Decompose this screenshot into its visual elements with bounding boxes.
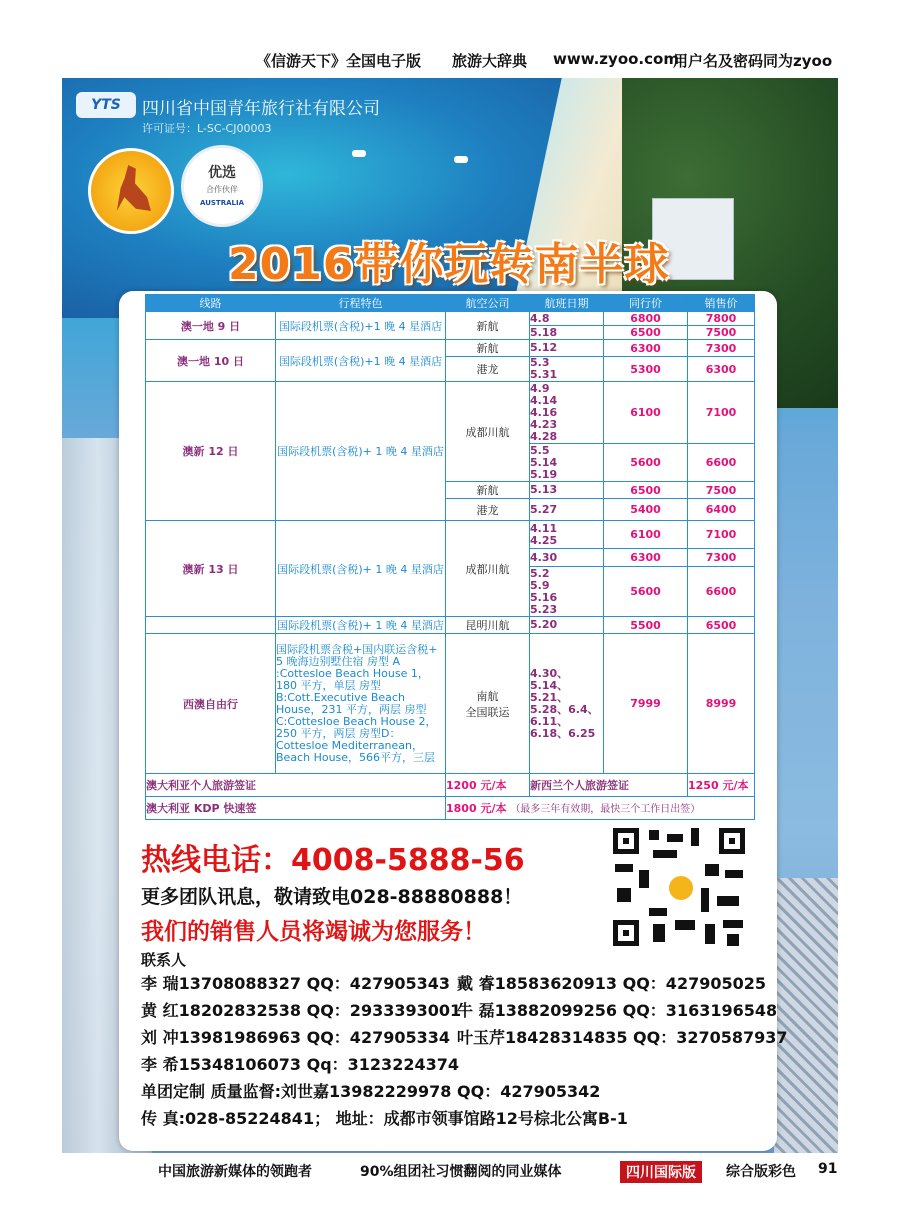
qr-module — [653, 850, 677, 858]
airline-connect: 全国联运 — [465, 705, 510, 719]
retail-price: 7300 — [688, 549, 755, 567]
license-number: 许可证号：L-SC-CJ00003 — [142, 122, 272, 135]
retail-price: 8999 — [688, 634, 755, 774]
airline-name: 南航 — [476, 689, 499, 703]
yts-logo: YTS — [76, 92, 136, 118]
feature-cell: 国际段机票(含税)+1 晚 4 星酒店 — [276, 312, 446, 340]
date-cell: 5.27 — [530, 499, 604, 521]
section-label: 综合版彩色 — [726, 1164, 796, 1180]
visa-price: 1200 元/本 — [446, 774, 530, 797]
preferred-partner-badge — [184, 148, 260, 224]
qr-module — [705, 924, 715, 944]
trade-price: 6100 — [604, 382, 688, 444]
retail-price: 6400 — [688, 499, 755, 521]
qr-module — [691, 828, 699, 846]
advert-poster — [62, 78, 838, 1153]
trade-price: 6300 — [604, 549, 688, 567]
trade-price: 7999 — [604, 634, 688, 774]
trade-price: 5500 — [604, 617, 688, 634]
contact-label: 联系人 — [141, 951, 187, 969]
retail-price: 6600 — [688, 444, 755, 482]
retail-price: 7500 — [688, 326, 755, 340]
qr-module — [649, 908, 667, 916]
qr-finder — [613, 828, 639, 854]
qr-module — [705, 864, 719, 876]
qr-module — [667, 834, 683, 842]
contact-line: 李 瑞13708088327 QQ：427905343 — [141, 974, 451, 993]
visa-label: 澳大利亚 KDP 快速签 — [146, 797, 446, 820]
date-cell: 4.11 4.25 — [530, 521, 604, 549]
table-header-row — [146, 295, 755, 312]
qr-module — [701, 888, 709, 912]
visa-price: 1250 元/本 — [688, 774, 755, 797]
col-route: 线路 — [146, 295, 276, 312]
edition-badge: 四川国际版 — [620, 1161, 702, 1183]
retail-price: 6600 — [688, 567, 755, 617]
feature-cell: 国际段机票含税+国内联运含税+ 5 晚海边别墅住宿 房型 A :Cottesloe Beach House 1，180 平方，单层 房型 B:Cott.Executive Beach House，231 平方，两层 房型 C:Cottesloe Beach House 2， 250 平方，两层 房型D：Cottesloe Mediterranean，Beach House，566平方，三层 — [276, 634, 446, 774]
route-cell: 西澳自由行 — [146, 634, 276, 774]
qr-center-logo — [667, 874, 695, 902]
company-name: 四川省中国青年旅行社有限公司 — [142, 99, 380, 119]
page-number: 91 — [818, 1161, 838, 1177]
date-cell: 5.12 — [530, 340, 604, 357]
trade-price: 6300 — [604, 340, 688, 357]
dictionary-label: 旅游大辞典 — [452, 52, 528, 70]
qr-module — [653, 924, 665, 942]
col-airline: 航空公司 — [446, 295, 530, 312]
trade-price: 5300 — [604, 357, 688, 382]
visa-price-cell — [446, 797, 755, 820]
airline-cell — [446, 634, 530, 774]
airline-cell: 新航 — [446, 340, 530, 357]
col-feature: 行程特色 — [276, 295, 446, 312]
qr-finder — [613, 920, 639, 946]
table-row — [146, 521, 755, 549]
headline: 2016带你玩转南半球 — [228, 239, 670, 290]
qr-module — [649, 830, 659, 840]
contact-line: 戴 睿18583620913 QQ：427905025 — [457, 974, 767, 993]
hotline[interactable]: 热线电话：4008-5888-56 — [141, 843, 525, 878]
contact-line: 单团定制 质量监督:刘世嘉13982229978 QQ：427905342 — [141, 1082, 601, 1101]
sunshine-kangaroo-logo — [88, 148, 174, 234]
date-cell: 5.13 — [530, 482, 604, 499]
feature-cell: 国际段机票(含税)+1 晚 4 星酒店 — [276, 340, 446, 382]
visa-row — [146, 774, 755, 797]
boat-icon — [454, 156, 468, 163]
date-cell: 5.5 5.14 5.19 — [530, 444, 604, 482]
date-cell: 5.20 — [530, 617, 604, 634]
site-url[interactable]: www.zyoo.com — [553, 50, 679, 68]
price-card — [119, 291, 788, 1151]
contact-line: 叶玉芹18428314835 QQ：3270587937 — [457, 1028, 788, 1047]
visa-label: 澳大利亚个人旅游签证 — [146, 774, 446, 797]
date-cell: 4.30 — [530, 549, 604, 567]
footer-slogan: 中国旅游新媒体的领跑者 — [158, 1164, 312, 1180]
date-cell: 5.18 — [530, 326, 604, 340]
table-row — [146, 340, 755, 357]
airline-cell: 港龙 — [446, 357, 530, 382]
partner-sub: 合作伙伴 — [206, 185, 238, 194]
qr-finder — [719, 828, 745, 854]
visa-label: 新西兰个人旅游签证 — [530, 774, 688, 797]
group-info-line: 更多团队讯息，敬请致电028-88880888！ — [141, 886, 523, 908]
airline-cell: 新航 — [446, 312, 530, 340]
airline-cell: 港龙 — [446, 499, 530, 521]
top-header — [0, 44, 900, 78]
australia-brand: AUSTRALIA — [200, 199, 244, 207]
service-slogan: 我们的销售人员将竭诚为您服务！ — [141, 919, 486, 945]
table-row — [146, 634, 755, 774]
airline-cell: 新航 — [446, 482, 530, 499]
date-cell: 4.30、5.14、5.21、5.28、6.4、6.11、6.18、6.25 — [530, 634, 604, 774]
route-cell: 澳一地 9 日 — [146, 312, 276, 340]
table-row — [146, 382, 755, 444]
visa-row — [146, 797, 755, 820]
trade-price: 6500 — [604, 326, 688, 340]
trade-price: 6500 — [604, 482, 688, 499]
qr-module — [725, 870, 743, 878]
qr-module — [617, 888, 631, 902]
route-cell — [146, 617, 276, 634]
contact-line: 刘 冲13981986963 QQ：427905334 — [141, 1028, 451, 1047]
qr-module — [727, 934, 739, 946]
airline-cell: 昆明川航 — [446, 617, 530, 634]
trade-price: 5400 — [604, 499, 688, 521]
trade-price: 5600 — [604, 567, 688, 617]
col-date: 航班日期 — [530, 295, 604, 312]
route-cell: 澳新 12 日 — [146, 382, 276, 521]
date-cell: 4.9 4.14 4.16 4.23 4.28 — [530, 382, 604, 444]
trade-price: 5600 — [604, 444, 688, 482]
route-cell: 澳一地 10 日 — [146, 340, 276, 382]
date-cell: 5.2 5.9 5.16 5.23 — [530, 567, 604, 617]
contact-line: 传 真:028-85224841； 地址：成都市领事馆路12号棕北公寓B-1 — [141, 1109, 628, 1128]
feature-cell: 国际段机票(含税)+ 1 晚 4 星酒店 — [276, 382, 446, 521]
table-row — [146, 312, 755, 326]
col-retail-price: 销售价 — [688, 295, 755, 312]
retail-price: 7100 — [688, 382, 755, 444]
qr-module — [639, 870, 649, 888]
qr-module — [723, 920, 743, 928]
visa-price: 1800 元/本 — [446, 802, 507, 815]
trade-price: 6800 — [604, 312, 688, 326]
trade-price: 6100 — [604, 521, 688, 549]
contact-line: 黄 红18202832538 QQ：2933393001 — [141, 1001, 462, 1020]
feature-cell: 国际段机票(含税)+ 1 晚 4 星酒店 — [276, 617, 446, 634]
airline-cell: 成都川航 — [446, 521, 530, 617]
esplanade-dome — [774, 878, 838, 1153]
date-cell: 5.3 5.31 — [530, 357, 604, 382]
login-hint: 用户名及密码同为zyoo — [673, 52, 833, 70]
retail-price: 6500 — [688, 617, 755, 634]
col-trade-price: 同行价 — [604, 295, 688, 312]
price-table — [145, 294, 755, 820]
retail-price: 7100 — [688, 521, 755, 549]
retail-price: 7500 — [688, 482, 755, 499]
qr-code[interactable] — [609, 824, 749, 950]
kangaroo-icon — [113, 165, 151, 211]
route-cell: 澳新 13 日 — [146, 521, 276, 617]
table-row — [146, 617, 755, 634]
qr-module — [615, 864, 633, 872]
qr-module — [675, 920, 695, 930]
page-footer — [0, 1153, 900, 1189]
visa-note: （最多三年有效期，最快三个工作日出签） — [510, 804, 701, 815]
boat-icon — [352, 150, 366, 157]
airline-cell: 成都川航 — [446, 382, 530, 482]
retail-price: 6300 — [688, 357, 755, 382]
feature-cell: 国际段机票(含税)+ 1 晚 4 星酒店 — [276, 521, 446, 617]
qr-module — [717, 896, 739, 906]
magazine-title: 《信游天下》全国电子版 — [256, 52, 422, 70]
date-cell: 4.8 — [530, 312, 604, 326]
contact-line: 李 希15348106073 Qq：3123224374 — [141, 1055, 459, 1074]
retail-price: 7800 — [688, 312, 755, 326]
retail-price: 7300 — [688, 340, 755, 357]
footer-slogan: 90%组团社习惯翻阅的同业媒体 — [360, 1164, 562, 1180]
contact-line: 牛 磊13882099256 QQ：3163196548 — [457, 1001, 778, 1020]
partner-title: 优选 — [208, 165, 236, 181]
